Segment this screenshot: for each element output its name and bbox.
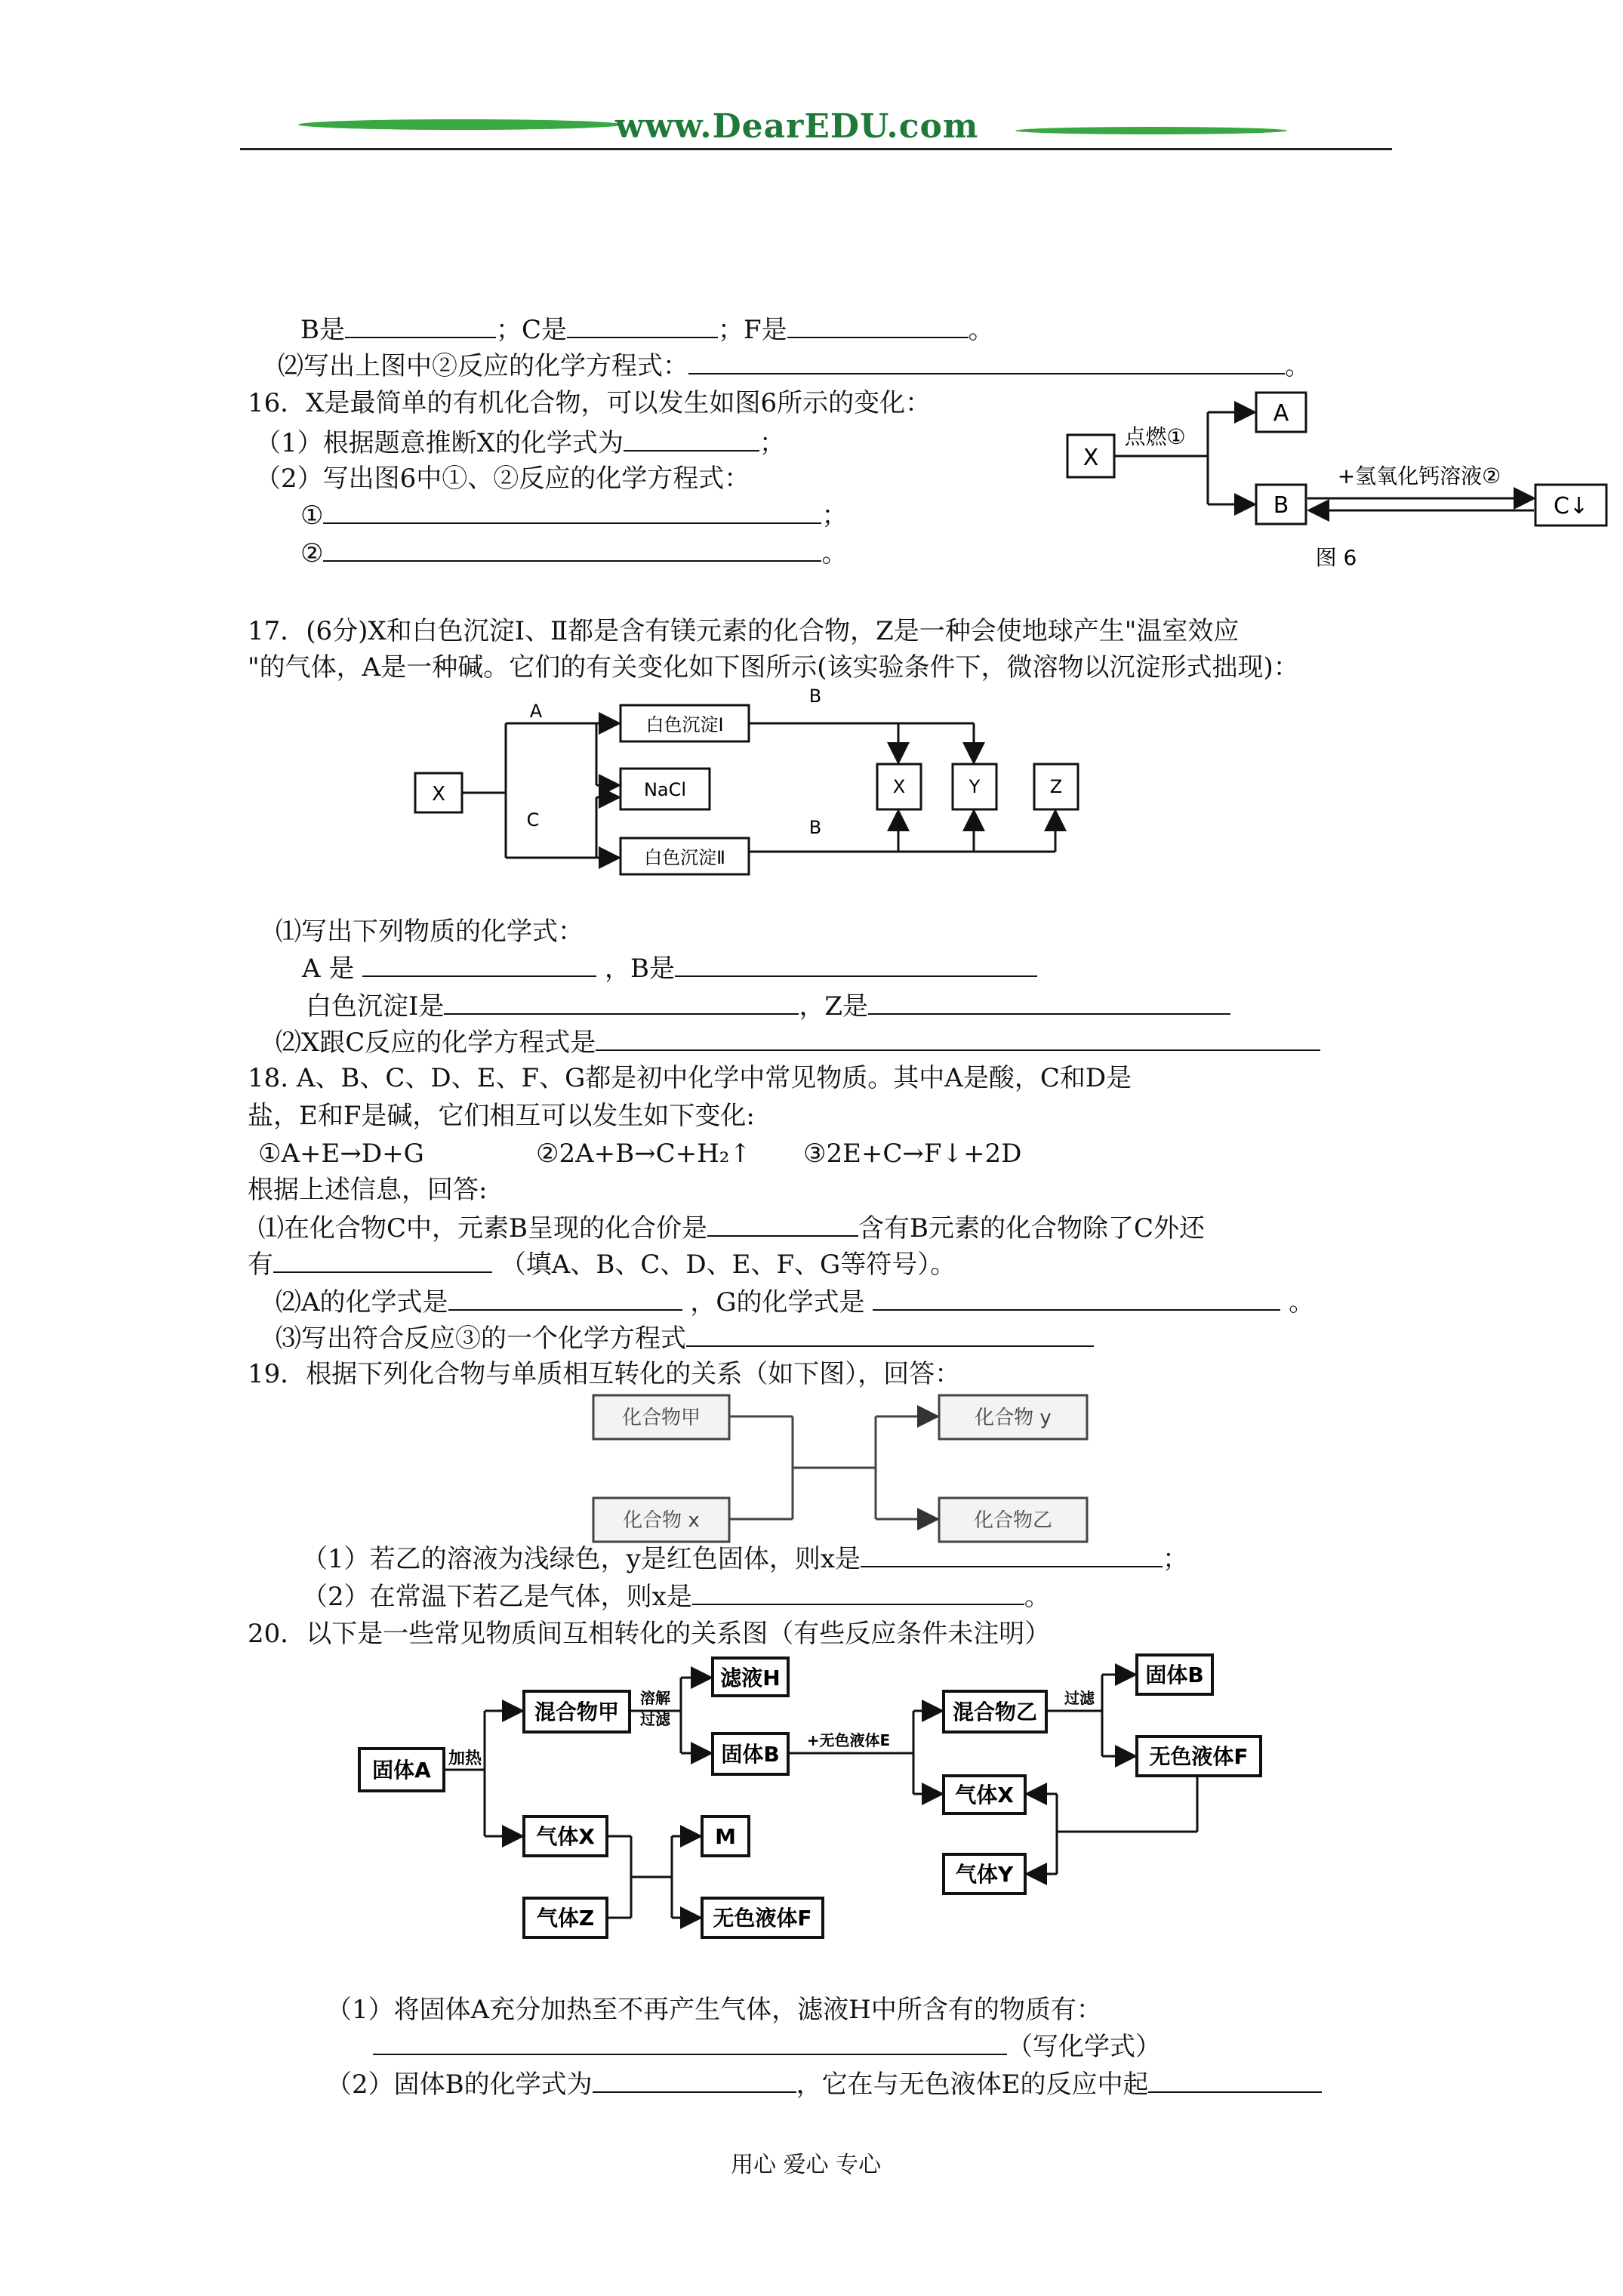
label-liquid-f2: 无色液体F (713, 1906, 812, 1931)
label-precip1: 白色沉淀Ⅰ (645, 714, 724, 735)
q18-sub2: ⑵A的化学式是 ，G的化学式是 。 (276, 1287, 1315, 1318)
label-a: A (1273, 400, 1289, 427)
q17-precip-z: 白色沉淀Ⅰ是 ，Z是 (306, 991, 1230, 1022)
q17-a-b: A 是 ，B是 (302, 953, 1037, 984)
label-x: X (432, 783, 445, 806)
label-c: C (526, 809, 540, 831)
answer-blank[interactable] (1148, 2069, 1322, 2093)
answer-blank[interactable] (567, 314, 718, 338)
q16-part2: （2）写出图6中①、②反应的化学方程式： (255, 464, 750, 494)
label-filtrate-h: 滤液H (720, 1666, 781, 1690)
q18-sub1: ⑴在化合物C中，元素B呈现的化合价是 含有B元素的化合物除了C外还 (258, 1213, 1205, 1244)
label-precip2: 白色沉淀Ⅱ (644, 847, 725, 868)
answer-blank[interactable] (362, 953, 596, 977)
q16-eq2: ② 。 (300, 538, 848, 569)
answer-blank[interactable] (448, 1287, 682, 1311)
label-gas-y: 气体Y (955, 1862, 1014, 1887)
q16-eq1: ① ； (300, 501, 848, 531)
label-compound-yi: 化合物乙 (973, 1509, 1053, 1532)
q19-diagram (589, 1388, 1102, 1546)
q17-sub2: ⑵X跟C反应的化学方程式是 (276, 1027, 1320, 1058)
answer-blank[interactable] (861, 1543, 1163, 1567)
label-b: B (1273, 492, 1289, 519)
label-gas-x2: 气体X (955, 1783, 1014, 1808)
label-out-x: X (892, 776, 906, 797)
q18-sub3: ⑶写出符合反应③的一个化学方程式 (276, 1323, 1094, 1354)
q18-reaction-1: ①A+E→D+G (258, 1139, 424, 1169)
answer-blank[interactable] (323, 538, 821, 562)
answer-blank[interactable] (444, 991, 799, 1015)
q17-line2: "的气体，A是一种碱。它们的有关变化如下图所示(该实验条件下，微溶物以沉淀形式拙现)： (248, 652, 1299, 683)
q19-sub1: （1）若乙的溶液为浅绿色，y是红色固体，则x是 ； (302, 1544, 1189, 1574)
q18-sub1-cont: 有 （填A、B、C、D、E、F、G等符号）。 (248, 1250, 956, 1280)
q18-line2: 盐，E和F是碱，它们相互可以发生如下变化: (248, 1101, 755, 1131)
label-b-top: B (808, 686, 822, 707)
label-reagent: +氢氧化钙溶液② (1337, 464, 1501, 488)
answer-blank[interactable] (593, 2069, 796, 2093)
q16-part1: （1）根据题意推断X的化学式为 ； (255, 428, 785, 458)
brand-logo: www.DearEDU.com (615, 107, 979, 146)
q20-diagram (355, 1646, 1276, 1948)
q19-intro: 19．根据下列化合物与单质相互转化的关系（如下图），回答： (248, 1359, 961, 1389)
answer-blank[interactable] (787, 314, 969, 338)
q18-reaction-3: ③2E+C→F↓+2D (803, 1139, 1022, 1169)
q18-line1: 18. A、B、C、D、E、F、G都是初中化学中常见物质。其中A是酸，C和D是 (248, 1063, 1132, 1093)
label-out-z: Z (1049, 776, 1063, 797)
answer-blank[interactable] (873, 1287, 1280, 1311)
label-heat: 加热 (448, 1749, 482, 1768)
label-mix-yi: 混合物乙 (952, 1700, 1038, 1724)
answer-blank[interactable] (686, 1323, 1094, 1347)
label-nacl: NaCl (643, 779, 687, 800)
label-dissolve: 溶解 (640, 1689, 670, 1707)
q20-sub1: （1）将固体A充分加热至不再产生气体，滤液H中所含有的物质有： (326, 1995, 1102, 2025)
q20-sub2: （2）固体B的化学式为 ，它在与无色液体E的反应中起 (326, 2069, 1322, 2100)
label-out-y: Y (969, 776, 981, 797)
q18-line3: 根据上述信息，回答: (248, 1175, 488, 1205)
label-b-bottom: B (808, 817, 822, 838)
answer-blank[interactable] (273, 1249, 492, 1273)
label-mix-jia: 混合物甲 (534, 1700, 620, 1724)
q20-sub1-answer: （写化学式） (373, 2031, 1161, 2062)
label-solid-b2: 固体B (1145, 1663, 1204, 1687)
label-gas-x: 气体X (536, 1824, 595, 1849)
header-rule (240, 148, 1392, 150)
label-a: A (529, 701, 543, 722)
label-compound-y: 化合物 y (975, 1407, 1052, 1429)
q19-sub2: （2）在常温下若乙是气体，则x是 。 (302, 1582, 1050, 1612)
answer-blank[interactable] (675, 953, 1037, 977)
q17-line1: 17．(6分)X和白色沉淀Ⅰ、Ⅱ都是含有镁元素的化合物，Z是一种会使地球产生"温室效应 (248, 616, 1240, 646)
answer-blank[interactable] (692, 1581, 1024, 1605)
label-x: X (1083, 445, 1099, 471)
label-liquid-f: 无色液体F (1149, 1744, 1249, 1769)
figure-6-diagram (1057, 378, 1615, 589)
label-filter2: 过滤 (1064, 1689, 1095, 1707)
q16-intro: 16．X是最简单的有机化合物，可以发生如图6所示的变化： (248, 388, 932, 418)
brand-swoosh-right (1015, 127, 1287, 134)
label-c: C↓ (1553, 493, 1589, 519)
q18-reaction-2: ②2A+B→C+H₂↑ (536, 1139, 751, 1169)
q20-intro: 20．以下是一些常见物质间互相转化的关系图（有些反应条件未注明） (248, 1619, 1051, 1649)
answer-blank[interactable] (323, 500, 821, 524)
figure-caption: 图 6 (1315, 545, 1357, 570)
label-m: M (715, 1824, 736, 1849)
answer-blank[interactable] (624, 427, 759, 451)
answer-blank[interactable] (868, 991, 1230, 1015)
label-ignite: 点燃① (1124, 424, 1186, 449)
label-filter: 过滤 (640, 1710, 670, 1728)
label-compound-x: 化合物 x (623, 1509, 700, 1532)
label-solid-a: 固体A (372, 1758, 431, 1783)
label-solid-b: 固体B (721, 1742, 780, 1767)
answer-blank[interactable] (688, 350, 1285, 374)
answer-blank[interactable] (345, 314, 496, 338)
q17-sub1: ⑴写出下列物质的化学式： (276, 917, 584, 947)
answer-blank[interactable] (707, 1213, 858, 1237)
label-gas-z: 气体Z (536, 1906, 595, 1931)
page-footer: 用心 爱心 专心 (731, 2152, 882, 2178)
q17-diagram (408, 672, 1087, 891)
q15-line2: ⑵写出上图中②反应的化学方程式： 。 (278, 351, 1310, 381)
answer-blank[interactable] (596, 1027, 1320, 1051)
label-add-e: +无色液体E (806, 1731, 891, 1749)
brand-swoosh-left (298, 119, 623, 130)
answer-blank[interactable] (373, 2031, 1007, 2055)
q15-line1: B是 ；C是 ；F是 。 (300, 315, 994, 345)
label-compound-jia: 化合物甲 (621, 1407, 701, 1429)
